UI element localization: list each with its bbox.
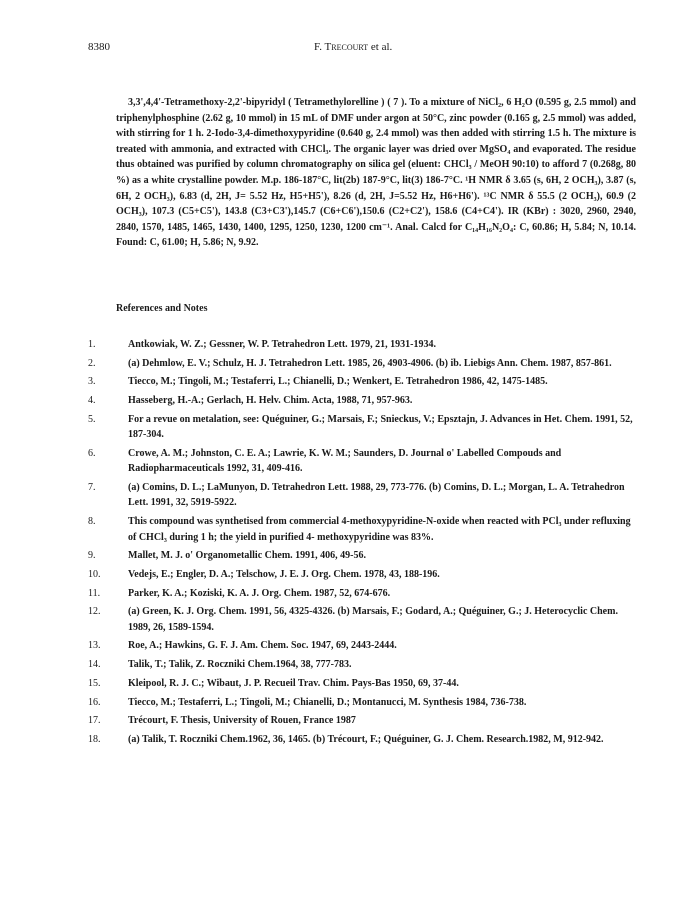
reference-number: 1. (88, 339, 96, 350)
reference-text: (a) Comins, D. L.; LaMunyon, D. Tetrahedron Lett. 1988, 29, 773-776. (b) Comins, D. L.; Morgan, L. A. Tetrahedron Lett. 1991, 32, 5919-5922. (128, 482, 625, 509)
reference-item (88, 446, 633, 477)
reference-number: 9. (88, 550, 96, 562)
reference-number: 3. (88, 376, 96, 388)
reference-item (88, 374, 633, 389)
reference-number: 12. (88, 606, 101, 618)
experimental-paragraph (116, 95, 636, 251)
reference-text: (a) Green, K. J. Org. Chem. 1991, 56, 4325-4326. (b) Marsais, F.; Godard, A.; Quéguiner, G.; J. Heterocyclic Chem. 1989, 26, 1589-1594. (128, 606, 618, 633)
reference-item (88, 586, 633, 601)
references-list (88, 337, 633, 747)
reference-text: Roe, A.; Hawkins, G. F. J. Am. Chem. Soc. 1947, 69, 2443-2444. (128, 640, 397, 652)
experimental-text: To a mixture of NiCl₂, 6 H₂O (0.595 g, 2.5 mmol) and triphenylphosphine (2.62 g, 10 mmol) in 15 mL of DMF under argon at 50°C, zinc powder (0.165 g, 2.5 mmol) was added, with stirring for 1 h. 2-Iodo-3,4-dimethoxypyridine (0.640 g, 2.4 mmol) was then added with stirring 1.5 h. The mixture is treated with ammonia, and extracted with CHCl₃. The organic layer was dried over MgSO₄ and evaporated. The residue thus obtained was purified by column chromatography on silica gel (eluent: CHCl₃ / MeOH 90:10) to afford 7 (0.268g, 80 %) as a white crystalline powder. M.p. 186-187°C, lit(2b) 187-9°C, lit(3) 186-7°C. ¹H NMR δ 3.65 (s, 6H, 2 OCH₃), 3.87 (s, 6H, 2 OCH₃), 6.83 (d, 2H, J= 5.52 Hz, H5+H5'), 8.26 (d, 2H, J=5.52 Hz, H6+H6'). ¹³C NMR δ 55.5 (2 OCH₃), 60.9 (2 OCH₃), 107.3 (C5+C5'), 143.8 (C3+C3'),145.7 (C6+C6'),150.6 (C2+C2'), 158.6 (C4+C4'). IR (KBr) : 3020, 2960, 2940, 2840, 1570, 1485, 1465, 1430, 1400, 1295, 1250, 1230, 1200 cm⁻¹. Anal. Calcd for C₁₄H₁₆N₂O₄: C, 60.86; H, 5.84; N, 10.14. Found: C, 61.00; H, 5.86; N, 9.92. (116, 97, 636, 249)
reference-number: 5. (88, 413, 96, 425)
reference-item (88, 638, 633, 653)
reference-number: 17. (88, 715, 101, 727)
reference-text: Vedejs, E.; Engler, D. A.; Telschow, J. E. J. Org. Chem. 1978, 43, 188-196. (128, 568, 440, 580)
reference-text: For a revue on metalation, see: Quéguiner, G.; Marsais, F.; Snieckus, V.; Epsztajn, J. Advances in Het. Chem. 1991, 52, 187-304. (128, 413, 633, 441)
reference-item (88, 412, 633, 443)
reference-text: Crowe, A. M.; Johnston, C. E. A.; Lawrie, K. W. M.; Saunders, D. Journal o' Labelled Compouds and Radiopharmaceuticals 1992, 31, 409-416. (128, 447, 562, 475)
reference-item (88, 695, 633, 710)
reference-text: Mallet, M. J. o' Organometallic Chem. 1991, 406, 49-56. (128, 550, 367, 562)
page-number: 8380 (88, 41, 110, 53)
reference-item (88, 604, 633, 635)
reference-item (88, 548, 633, 563)
reference-text: Hasseberg, H.-A.; Gerlach, H. Helv. Chim. Acta, 1988, 71, 957-963. (128, 395, 413, 407)
reference-item (88, 480, 633, 511)
reference-text: (a) Dehmlow, E. V.; Schulz, H. J. Tetrahedron Lett. 1985, 26, 4903-4906. (b) ib. Liebigs Ann. Chem. 1987, 857-861. (128, 357, 612, 369)
reference-text: Trécourt, F. Thesis, University of Rouen, France 1987 (128, 715, 356, 727)
reference-number: 4. (88, 395, 96, 407)
reference-item (88, 657, 633, 672)
reference-text: Parker, K. A.; Koziski, K. A. J. Org. Chem. 1987, 52, 674-676. (128, 587, 391, 599)
reference-item (88, 713, 633, 728)
reference-number: 11. (88, 587, 101, 599)
references-heading: References and Notes (116, 303, 208, 314)
compound-name: 3,3',4,4'-Tetramethoxy-2,2'-bipyridyl ( Tetramethylorelline ) ( 7 ). (128, 97, 407, 108)
reference-item (88, 514, 633, 545)
reference-text: Tiecco, M.; Tingoli, M.; Testaferri, L.; Chianelli, D.; Wenkert, E. Tetrahedron 1986, 42, 1475-1485. (128, 376, 548, 388)
running-head (314, 41, 392, 53)
reference-item (88, 732, 633, 747)
reference-item (88, 393, 633, 408)
running-head-prefix: F. T (314, 41, 332, 53)
reference-number: 16. (88, 696, 101, 708)
reference-number: 2. (88, 357, 96, 369)
reference-text: (a) Talik, T. Roczniki Chem.1962, 36, 1465. (b) Trécourt, F.; Quéguiner, G. J. Chem. Research.1982, M, 912-942. (128, 733, 604, 745)
reference-number: 15. (88, 677, 101, 689)
reference-number: 18. (88, 733, 101, 745)
reference-number: 10. (88, 568, 101, 580)
reference-number: 13. (88, 640, 101, 652)
reference-text: Talik, T.; Talik, Z. Roczniki Chem.1964, 38, 777-783. (128, 659, 352, 671)
reference-number: 14. (88, 659, 101, 671)
reference-number: 8. (88, 516, 96, 528)
reference-item (88, 337, 633, 352)
reference-item (88, 356, 633, 371)
reference-number: 6. (88, 447, 96, 459)
reference-text: Tiecco, M.; Testaferri, L.; Tingoli, M.; Chianelli, D.; Montanucci, M. Synthesis 1984, 736-738. (128, 696, 527, 708)
reference-text: This compound was synthetised from commercial 4-methoxypyridine-N-oxide when reacted with PCl₃ under refluxing of CHCl₃ during 1 h; the yield in purified 4- methoxypyridine was 83%. (128, 516, 631, 543)
running-head-smallcaps: recourt (331, 41, 369, 53)
reference-item (88, 567, 633, 582)
reference-text: Antkowiak, W. Z.; Gessner, W. P. Tetrahedron Lett. 1979, 21, 1931-1934. (128, 339, 437, 350)
running-head-suffix: et al. (368, 41, 393, 53)
reference-text: Kleipool, R. J. C.; Wibaut, J. P. Recueil Trav. Chim. Pays-Bas 1950, 69, 37-44. (128, 677, 459, 689)
reference-number: 7. (88, 482, 96, 494)
reference-item (88, 676, 633, 691)
